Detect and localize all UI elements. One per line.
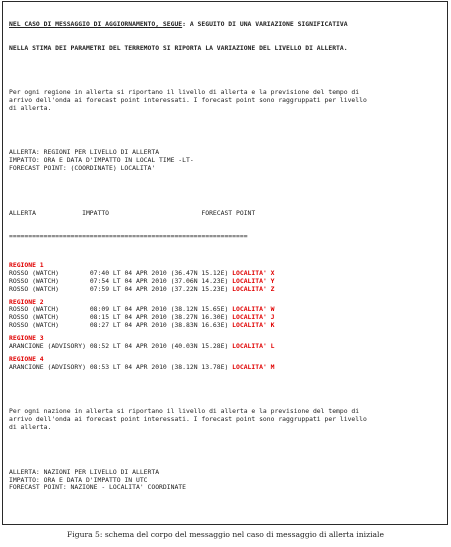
section1-legend	[9, 149, 443, 173]
impact-time: 08:27 LT 04 APR 2010 (38.83N 16.63E)	[89, 322, 233, 330]
section1-header: ALLERTA IMPATTO FORECAST POINT	[9, 209, 256, 217]
impact-time: 07:40 LT 04 APR 2010 (36.47N 15.12E)	[89, 269, 233, 277]
legend-line: ALLERTA: REGIONI PER LIVELLO DI ALLERTA	[9, 149, 160, 157]
intro-line: arrivo dell'onda ai forecast point interessati. I forecast point sono raggruppati per livello	[9, 416, 367, 424]
forecast-point: LOCALITA' X	[232, 269, 275, 277]
update-title-line-1	[9, 21, 443, 29]
impact-time: 08:53 LT 04 APR 2010 (38.12N 13.78E)	[89, 363, 233, 371]
region-name: REGIONE 1	[9, 262, 44, 270]
section1-rule: ==============================================================	[9, 233, 248, 241]
forecast-point: LOCALITA' M	[232, 363, 275, 371]
forecast-point: LOCALITA' Y	[232, 277, 275, 285]
regions-list	[9, 257, 443, 372]
intro-line: di allerta.	[9, 104, 52, 112]
legend-line: IMPATTO: ORA E DATA D'IMPATTO IN UTC	[9, 476, 148, 484]
forecast-point: LOCALITA' J	[232, 314, 275, 322]
legend-line: FORECAST POINT: NAZIONE - LOCALITA' COORDINATE	[9, 484, 186, 492]
region-row	[9, 278, 443, 286]
message-body	[9, 5, 443, 525]
alert-level: ROSSO (WATCH)	[9, 285, 90, 293]
legend-line: IMPATTO: ORA E DATA D'IMPATTO IN LOCAL TIME -LT-	[9, 157, 194, 165]
impact-time: 08:09 LT 04 APR 2010 (38.12N 15.65E)	[89, 306, 233, 314]
message-frame	[2, 1, 448, 525]
intro-line: Per ogni regione in allerta si riportano il livello di allerta e la previsione del tempo di	[9, 89, 360, 97]
region-row	[9, 364, 443, 372]
section2-legend	[9, 469, 443, 493]
intro-paragraph-2	[9, 408, 443, 432]
intro-paragraph-1	[9, 89, 443, 113]
update-title-line-2: NELLA STIMA DEI PARAMETRI DEL TERREMOTO SI RIPORTA LA VARIAZIONE DEL LIVELLO DI ALLERTA.	[9, 44, 348, 52]
alert-level: ROSSO (WATCH)	[9, 269, 90, 277]
alert-level: ROSSO (WATCH)	[9, 322, 90, 330]
legend-line: FORECAST POINT: (COORDINATE) LOCALITA'	[9, 165, 156, 173]
update-title-rest: : A SEGUITO DI UNA VARIAZIONE SIGNIFICATIVA	[182, 20, 348, 28]
intro-line: Per ogni nazione in allerta si riportano il livello di allerta e la previsione del tempo di	[9, 408, 360, 416]
figure-caption: Figura 5: schema del corpo del messaggio nel caso di messaggio di allerta iniziale	[67, 530, 384, 539]
region-row	[9, 322, 443, 330]
region-row	[9, 270, 443, 278]
region-row	[9, 306, 443, 314]
update-title-heading: NEL CASO DI MESSAGGIO DI AGGIORNAMENTO, SEGUE	[9, 20, 183, 28]
impact-time: 07:54 LT 04 APR 2010 (37.06N 14.23E)	[89, 277, 233, 285]
region-name: REGIONE 2	[9, 298, 44, 306]
alert-level: ROSSO (WATCH)	[9, 306, 90, 314]
legend-line: ALLERTA: NAZIONI PER LIVELLO DI ALLERTA	[9, 468, 160, 476]
intro-line: arrivo dell'onda ai forecast point interessati. I forecast point sono raggruppati per livello	[9, 96, 367, 104]
forecast-point: LOCALITA' L	[232, 343, 275, 351]
region-row	[9, 314, 443, 322]
impact-time: 07:59 LT 04 APR 2010 (37.22N 15.23E)	[89, 285, 233, 293]
region-row	[9, 343, 443, 351]
alert-level: ROSSO (WATCH)	[9, 314, 90, 322]
forecast-point: LOCALITA' K	[232, 322, 275, 330]
alert-level: ARANCIONE (ADVISORY)	[9, 343, 90, 351]
forecast-point: LOCALITA' W	[232, 306, 275, 314]
alert-level: ARANCIONE (ADVISORY)	[9, 363, 90, 371]
region-name: REGIONE 3	[9, 335, 44, 343]
forecast-point: LOCALITA' Z	[232, 285, 275, 293]
impact-time: 08:52 LT 04 APR 2010 (40.03N 15.28E)	[89, 343, 233, 351]
impact-time: 08:15 LT 04 APR 2010 (38.27N 16.30E)	[89, 314, 233, 322]
region-row	[9, 286, 443, 294]
region-name: REGIONE 4	[9, 355, 44, 363]
alert-level: ROSSO (WATCH)	[9, 277, 90, 285]
intro-line: di allerta.	[9, 424, 52, 432]
